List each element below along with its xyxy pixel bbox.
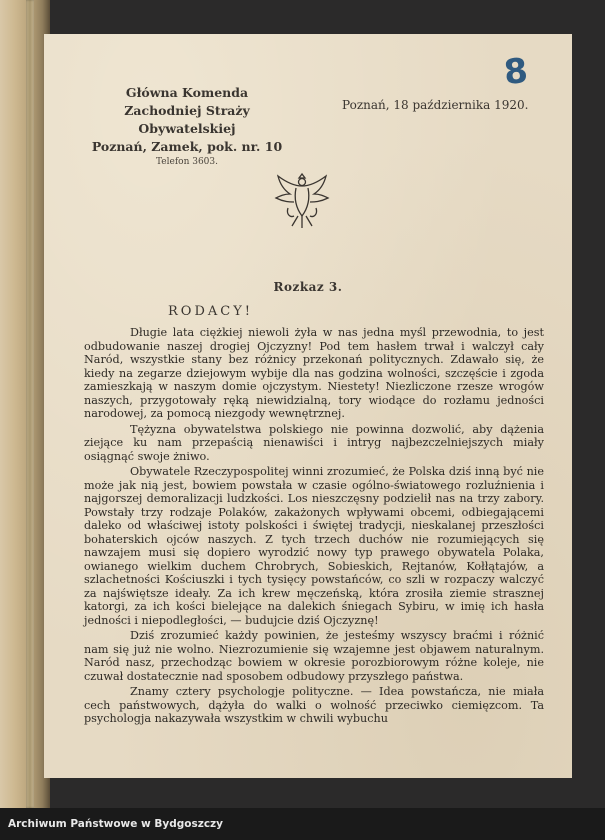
paragraph: Długie lata ciężkiej niewoli żyła w nas jedna myśl przewodnia, to jest odbudowanie naszej drogiej Ojczyzny! Pod tem hasłem trwał i walczył cały Naród, wszystkie stany bez różnicy przekonań politycznych. Zdawało się, że kiedy na zegarze dziejowym wybije dla nas godzina wolności, szczęście i zgoda zamieszkają w naszym domie ojczystym. Niestety! Niezliczone rzesze wrogów naszych, przygotowały ręką niewidzialną, tory wiodące do rozłamu jedności narodowej, za pomocą niezgody wewnętrznej.	[84, 326, 544, 420]
order-title: Rozkaz 3.	[273, 280, 343, 294]
page-number: 8	[501, 50, 530, 94]
issuer-phone: Telefon 3603.	[155, 157, 218, 167]
issuer-address: Poznań, Zamek, pok. nr. 10	[91, 139, 283, 154]
book-binding	[0, 0, 50, 808]
paragraph: Dziś zrozumieć każdy powinien, że jesteśmy wszyscy braćmi i różnić nam się już nie wolno. Niezrozumienie się wzajemne jest objawem naturalnym. Naród nasz, przechodząc bowiem w okresie porozbiorowym różne koleje, nie czuwał dostatecznie nad sposobem odbudowy przyszłego państwa.	[84, 629, 544, 683]
issuer-line-2: Zachodniej Straży Obywatelskiej	[124, 103, 250, 136]
paragraph: Tężyzna obywatelstwa polskiego nie powinna dozwolić, aby dążenia ziejące ku nam przepaścią nienawiści i intryg najbezczelniejszych miały osiągnąć swoje żniwo.	[84, 422, 544, 463]
issuer-line-1: Główna Komenda	[125, 85, 249, 100]
paragraph: Obywatele Rzeczypospolitej winni zrozumieć, że Polska dziś inną być nie może jak nią jest, bowiem powstała w czasie ogólno-światowego rozluźnienia i najgorszej demoralizacji ludzkości. Los nieszczęsny podzielił nas na trzy zabory. Powstały trzy rodzaje Polaków, zakażonych wpływami obcemi, odbiegającemi daleko od właściwej istoty polskości i świętej tradycji, nieskalanej przeszłości bohaterskich ojców naszych. Z tych trzech duchów nie rozumiejących się nawzajem musi się dopiero wyrodzić nowy typ prawego obywatela Polaka, owianego wielkim duchem Chrobrych, Sobieskich, Rejtanów, Kołłątajów, a szlachetności Kościuszki i tych tysięcy powstańców, co szli w rozpaczy walczyć za najświętsze ideały. Za ich krew męczeńską, która zrosiła ziemie strasznej katorgi, za ich kości bielejące na dalekich śniegach Sybiru, w imię ich hasła jedności i niepodległości, — budujcie dziś Ojczyznę!	[84, 465, 544, 627]
paragraph: Znamy cztery psychologje polityczne. — Idea powstańcza, nie miała cech państwowych, dążyła do walki o wolność przeciwko ciemięzcom. Ta psychologja nakazywała wszystkim w chwili wybuchu	[84, 685, 544, 725]
document-page	[44, 34, 572, 778]
archive-footer	[0, 808, 605, 840]
document-date: Poznań, 18 października 1920.	[342, 98, 529, 112]
issuer-block	[82, 84, 292, 168]
document-body	[84, 326, 544, 728]
archive-label: Archiwum Państwowe w Bydgoszczy	[8, 818, 223, 830]
salutation: RODACY!	[168, 304, 254, 319]
binding-strip	[26, 0, 34, 808]
eagle-emblem-icon	[272, 168, 332, 234]
